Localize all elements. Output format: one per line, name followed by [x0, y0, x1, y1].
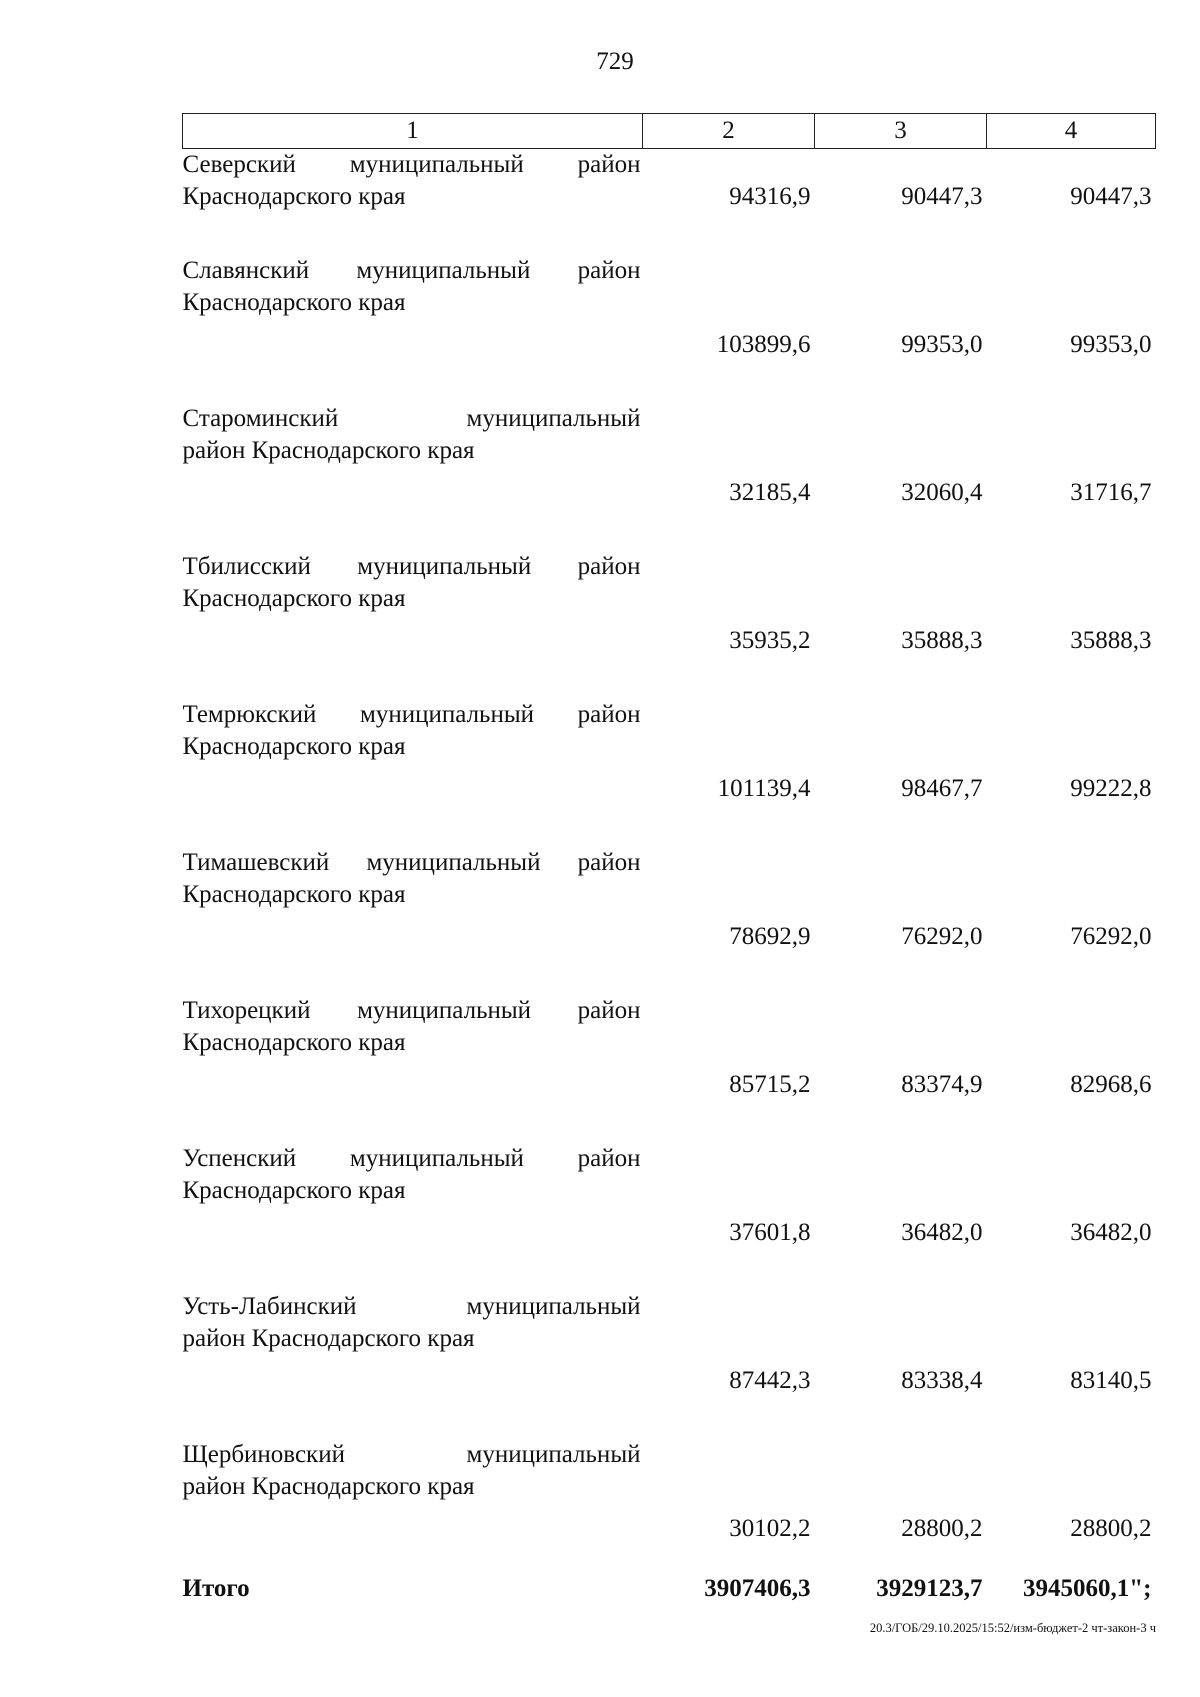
district-name [183, 509, 643, 657]
district-name-line2: Краснодарского края [182, 289, 406, 316]
district-name [183, 361, 643, 509]
value-col2: 101139,4 [717, 775, 811, 802]
district-name-line1: Северский муниципальный район [182, 151, 641, 178]
column-header-4: 4 [987, 114, 1156, 149]
district-name [183, 953, 643, 1101]
district-name-line1: Тимашевский муниципальный район [182, 849, 641, 876]
district-name-line1: Староминский муниципальный [182, 405, 641, 432]
value-col3: 83338,4 [901, 1367, 983, 1394]
table-body [183, 149, 1156, 1606]
document-footer-code: 20.3/ГОБ/29.10.2025/15:52/изм-бюджет-2 чт-закон-3 ч [869, 1621, 1156, 1635]
value-col3: 90447,3 [901, 183, 983, 210]
district-name-line1: Темрюкский муниципальный район [182, 701, 641, 728]
district-name-line1: Щербиновский муниципальный [182, 1441, 641, 1468]
value-col3: 98467,7 [901, 775, 983, 802]
value-col2: 35935,2 [729, 627, 811, 654]
total-row [183, 1545, 1156, 1605]
district-name-line1: Усть-Лабинский муниципальный [182, 1293, 641, 1320]
district-name-line2: Краснодарского края [182, 881, 406, 908]
district-name [183, 657, 643, 805]
value-col2: 87442,3 [729, 1367, 811, 1394]
value-col4: 90447,3 [1070, 183, 1152, 210]
district-name [183, 213, 643, 361]
district-name-line2: район Краснодарского края [182, 1325, 475, 1352]
value-col2: 85715,2 [729, 1071, 811, 1098]
district-name-line2: Краснодарского края [182, 1029, 406, 1056]
district-name-line1: Тбилисский муниципальный район [182, 553, 641, 580]
column-header-1: 1 [183, 114, 643, 149]
table-row [183, 213, 1156, 361]
value-col3: 76292,0 [901, 923, 983, 950]
district-name [183, 1249, 643, 1397]
table-row [183, 805, 1156, 953]
value-col2: 94316,9 [729, 183, 811, 210]
value-col3: 35888,3 [901, 627, 983, 654]
value-col4: 31716,7 [1070, 479, 1152, 506]
table-header-row [183, 114, 1156, 149]
district-name-line2: Краснодарского края [182, 585, 406, 612]
value-col2: 78692,9 [729, 923, 811, 950]
value-col4: 35888,3 [1070, 627, 1152, 654]
table-row [183, 509, 1156, 657]
total-col2: 3907406,3 [704, 1575, 811, 1602]
district-name-line2: район Краснодарского края [182, 1473, 475, 1500]
value-col3: 99353,0 [901, 331, 983, 358]
value-col3: 83374,9 [901, 1071, 983, 1098]
district-name-line1: Успенский муниципальный район [182, 1145, 641, 1172]
budget-table [182, 113, 1156, 1605]
value-col4: 82968,6 [1070, 1071, 1152, 1098]
value-col2: 37601,8 [729, 1219, 811, 1246]
value-col4: 28800,2 [1070, 1515, 1152, 1542]
total-col4: 3945060,1"; [1023, 1575, 1152, 1602]
table-row [183, 1101, 1156, 1249]
total-label: Итого [182, 1575, 250, 1602]
table-row [183, 1249, 1156, 1397]
table-row [183, 953, 1156, 1101]
value-col4: 99222,8 [1070, 775, 1152, 802]
column-header-2: 2 [643, 114, 815, 149]
value-col4: 83140,5 [1070, 1367, 1152, 1394]
value-col3: 28800,2 [901, 1515, 983, 1542]
district-name-line2: Краснодарского края [182, 1177, 406, 1204]
district-name-line2: Краснодарского края [182, 183, 406, 210]
table-row [183, 361, 1156, 509]
value-col3: 32060,4 [901, 479, 983, 506]
value-col3: 36482,0 [901, 1219, 983, 1246]
total-col3: 3929123,7 [876, 1575, 983, 1602]
district-name-line1: Тихорецкий муниципальный район [182, 997, 641, 1024]
value-col4: 36482,0 [1070, 1219, 1152, 1246]
column-header-3: 3 [815, 114, 987, 149]
value-col2: 30102,2 [729, 1515, 811, 1542]
district-name-line2: Краснодарского края [182, 733, 406, 760]
district-name-line1: Славянский муниципальный район [182, 257, 641, 284]
table-row [183, 1397, 1156, 1545]
district-name [183, 149, 643, 214]
table-row [183, 657, 1156, 805]
district-name [183, 805, 643, 953]
value-col2: 32185,4 [729, 479, 811, 506]
value-col4: 76292,0 [1070, 923, 1152, 950]
value-col2: 103899,6 [716, 331, 811, 358]
district-name-line2: район Краснодарского края [182, 437, 475, 464]
value-col4: 99353,0 [1070, 331, 1152, 358]
district-name [183, 1101, 643, 1249]
page-number: 729 [596, 48, 634, 75]
table-row [183, 149, 1156, 214]
district-name [183, 1397, 643, 1545]
